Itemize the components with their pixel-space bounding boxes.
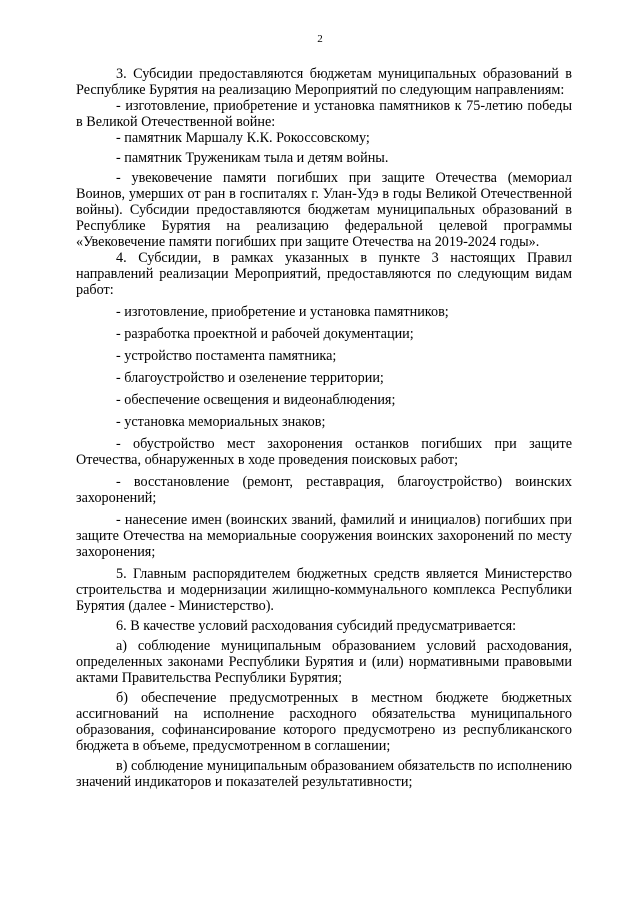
list-item: - изготовление, приобретение и установка памятников; [116, 304, 449, 320]
paragraph-5: 5. Главным распорядителем бюджетных средств является Министерство строительства и модернизации жилищно-коммунального комплекса Республики Бурятия (далее - Министерство). [76, 566, 572, 614]
list-item: - обеспечение освещения и видеонаблюдения; [116, 392, 396, 408]
list-item: - обустройство мест захоронения останков погибших при защите Отечества, обнаруженных в ходе проведения поисковых работ; [76, 436, 572, 468]
list-item: - установка мемориальных знаков; [116, 414, 326, 430]
list-item: - восстановление (ремонт, реставрация, благоустройство) воинских захоронений; [76, 474, 572, 506]
list-item: - нанесение имен (воинских званий, фамилий и инициалов) погибших при защите Отечества на мемориальные сооружения воинских захоронений по месту захоронения; [76, 512, 572, 560]
list-item: - памятник Труженикам тыла и детям войны. [116, 150, 389, 166]
list-item: - изготовление, приобретение и установка памятников к 75-летию победы в Великой Отечественной войне: [76, 98, 572, 130]
condition-b: б) обеспечение предусмотренных в местном бюджете бюджетных ассигнований на исполнение расходного обязательства муниципального образования, софинансирование которого предусмотрено из республиканского бюджета в объеме, предусмотренном в соглашении; [76, 690, 572, 754]
list-item: - увековечение памяти погибших при защите Отечества (мемориал Воинов, умерших от ран в госпиталях г. Улан-Удэ в годы Великой Отечественной войны). Субсидии предоставляются бюджетам муниципальных образований в Республике Бурятия на реализацию федеральной целевой программы «Увековечение памяти погибших при защите Отечества на 2019-2024 годы». [76, 170, 572, 250]
document-body [76, 66, 572, 790]
paragraph-6-intro: 6. В качестве условий расходования субсидий предусматривается: [116, 618, 517, 634]
list-item: - благоустройство и озеленение территории; [116, 370, 384, 386]
list-item: - устройство постамента памятника; [116, 348, 337, 364]
paragraph-3-intro: 3. Субсидии предоставляются бюджетам муниципальных образований в Республике Бурятия на реализацию Мероприятий по следующим направлениям: [76, 66, 572, 98]
paragraph-4-intro: 4. Субсидии, в рамках указанных в пункте 3 настоящих Правил направлений реализации Мероприятий, предоставляются по следующим видам работ: [76, 250, 572, 298]
condition-a: а) соблюдение муниципальным образованием условий расходования, определенных законами Республики Бурятия и (или) нормативными правовыми актами Правительства Республики Бурятия; [76, 638, 572, 686]
page-number: 2 [317, 33, 323, 45]
list-item: - памятник Маршалу К.К. Рокоссовскому; [116, 130, 370, 146]
list-item: - разработка проектной и рабочей документации; [116, 326, 414, 342]
condition-c: в) соблюдение муниципальным образованием обязательств по исполнению значений индикаторов и показателей результативности; [76, 758, 572, 790]
